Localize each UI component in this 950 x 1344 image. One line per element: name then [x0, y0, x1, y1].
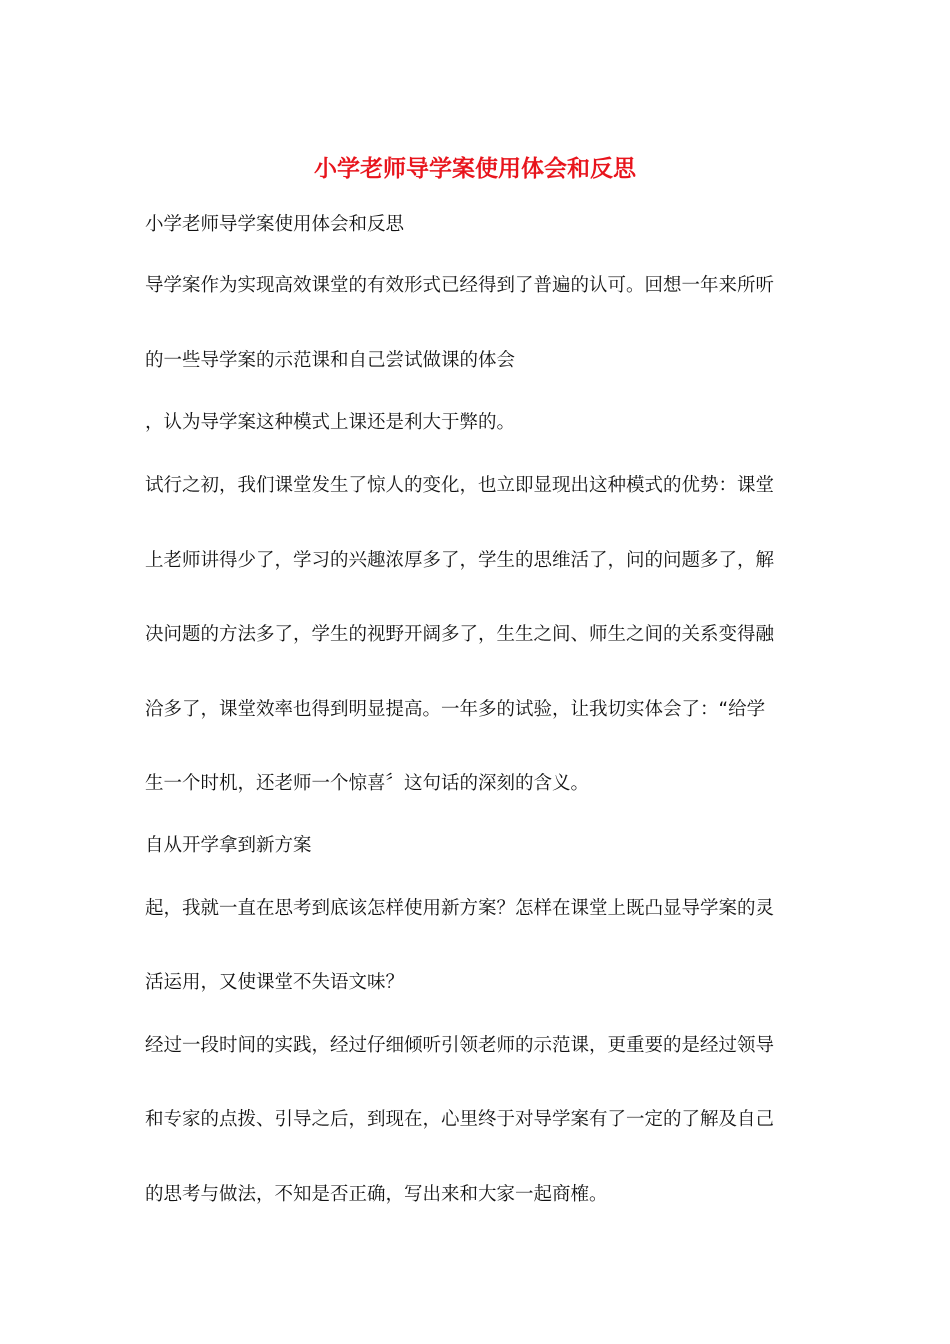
body-line: 的一些导学案的示范课和自己尝试做课的体会: [145, 350, 516, 371]
body-line: 自从开学拿到新方案: [145, 835, 312, 856]
body-line: 导学案作为实现高效课堂的有效形式已经得到了普遍的认可。回想一年来所听: [145, 275, 775, 296]
body-line: 和专家的点拨、引导之后，到现在，心里终于对导学案有了一定的了解及自己: [145, 1109, 775, 1130]
body-line: 生一个时机，还老师一个惊喜〞这句话的深刻的含义。: [145, 773, 590, 794]
body-line: 上老师讲得少了，学习的兴趣浓厚多了，学生的思维活了，问的问题多了，解: [145, 550, 775, 571]
body-line: 的思考与做法，不知是否正确，写出来和大家一起商榷。: [145, 1184, 608, 1205]
body-line: 决问题的方法多了，学生的视野开阔多了，生生之间、师生之间的关系变得融: [145, 624, 775, 645]
body-line: 起，我就一直在思考到底该怎样使用新方案？怎样在课堂上既凸显导学案的灵: [145, 898, 775, 919]
body-line: 小学老师导学案使用体会和反思: [145, 214, 405, 235]
body-line: 试行之初，我们课堂发生了惊人的变化，也立即显现出这种模式的优势：课堂: [145, 475, 775, 496]
body-line: 洽多了，课堂效率也得到明显提高。一年多的试验，让我切实体会了：“给学: [145, 699, 766, 720]
body-line: 活运用，又使课堂不失语文味？: [145, 972, 405, 993]
document-title: 小学老师导学案使用体会和反思: [314, 155, 636, 182]
body-line: ，认为导学案这种模式上课还是利大于弊的。: [145, 412, 516, 433]
body-line: 经过一段时间的实践，经过仔细倾听引领老师的示范课，更重要的是经过领导: [145, 1035, 775, 1056]
